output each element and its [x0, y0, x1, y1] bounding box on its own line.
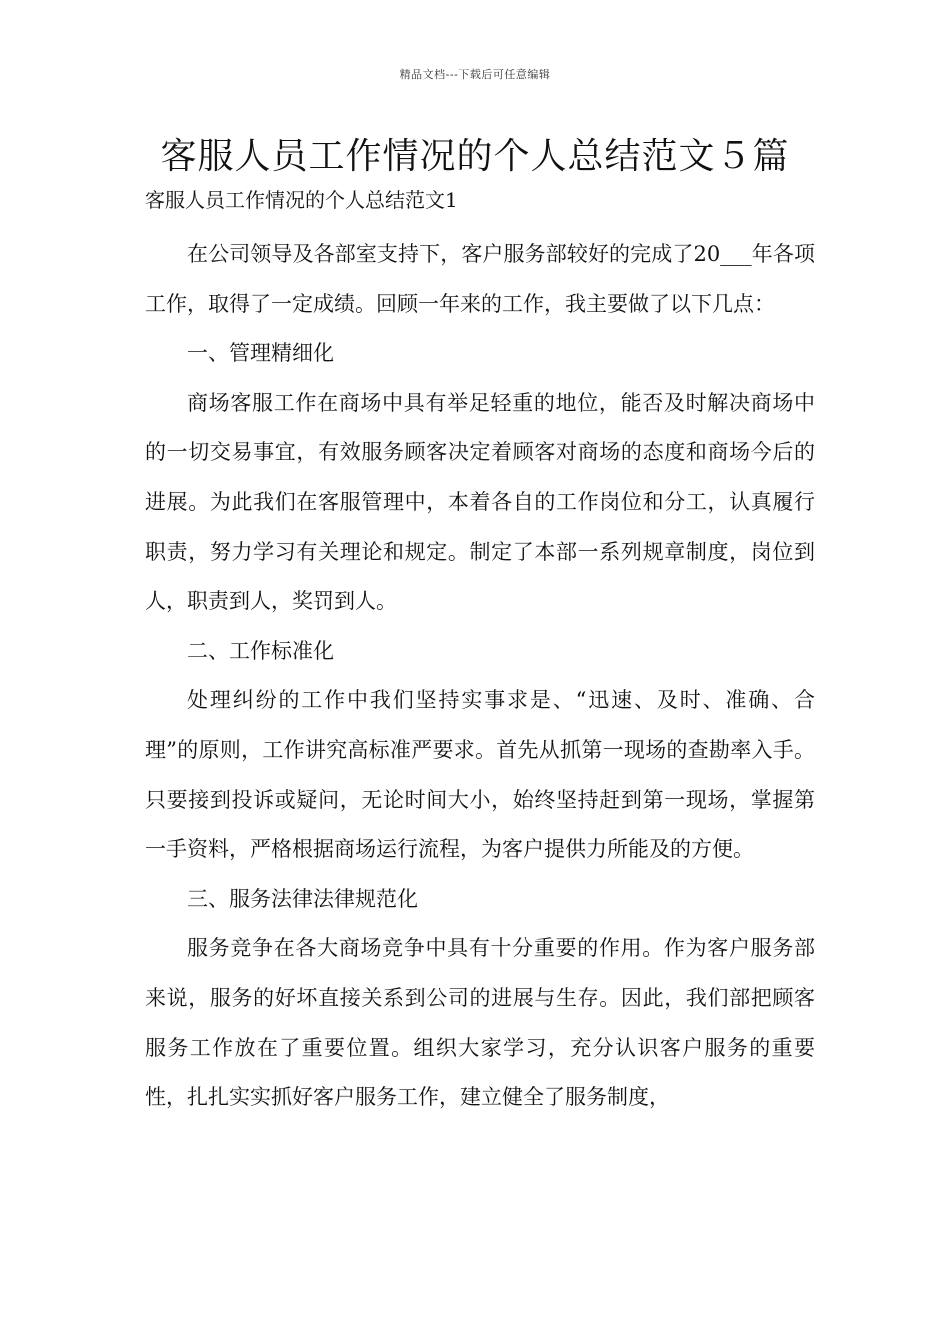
paragraph-standardization: 处理纠纷的工作中我们坚持实事求是、“迅速、及时、准确、合理”的原则，工作讲究高标准严要求。首先从抓第一现场的查勘率入手。只要接到投诉或疑问，无论时间大小，始终坚持赶到第一现场，掌握第一手资料，严格根据商场运行流程，为客户提供力所能及的方便。: [145, 688, 815, 862]
heading-standardization: 二、工作标准化: [187, 638, 334, 663]
document-title: 客服人员工作情况的个人总结范文５篇: [160, 136, 790, 177]
intro-paragraph: 在公司领导及各部室支持下，客户服务部较好的完成了20___年各项工作，取得了一定成绩。回顾一年来的工作，我主要做了以下几点：: [145, 242, 815, 316]
paragraph-management: 商场客服工作在商场中具有举足轻重的地位，能否及时解决商场中的一切交易事宜，有效服务顾客决定着顾客对商场的态度和商场今后的进展。为此我们在客服管理中，本着各自的工作岗位和分工，认真履行职责，努力学习有关理论和规定。制定了本部一系列规章制度，岗位到人，职责到人，奖罚到人。: [145, 390, 815, 614]
document-body: [145, 230, 815, 1123]
heading-management: 一、管理精细化: [187, 341, 334, 366]
paragraph-service-norms: 服务竞争在各大商场竞争中具有十分重要的作用。作为客户服务部来说，服务的好坏直接关系到公司的进展与生存。因此，我们部把顾客服务工作放在了重要位置。组织大家学习，充分认识客户服务的重要性，扎扎实实抓好客户服务工作，建立健全了服务制度，: [145, 936, 815, 1110]
section-subtitle: 客服人员工作情况的个人总结范文1: [145, 188, 458, 212]
header-note: 精品文档---下载后可任意编辑: [399, 68, 551, 81]
heading-service-norms: 三、服务法律法律规范化: [187, 886, 418, 911]
